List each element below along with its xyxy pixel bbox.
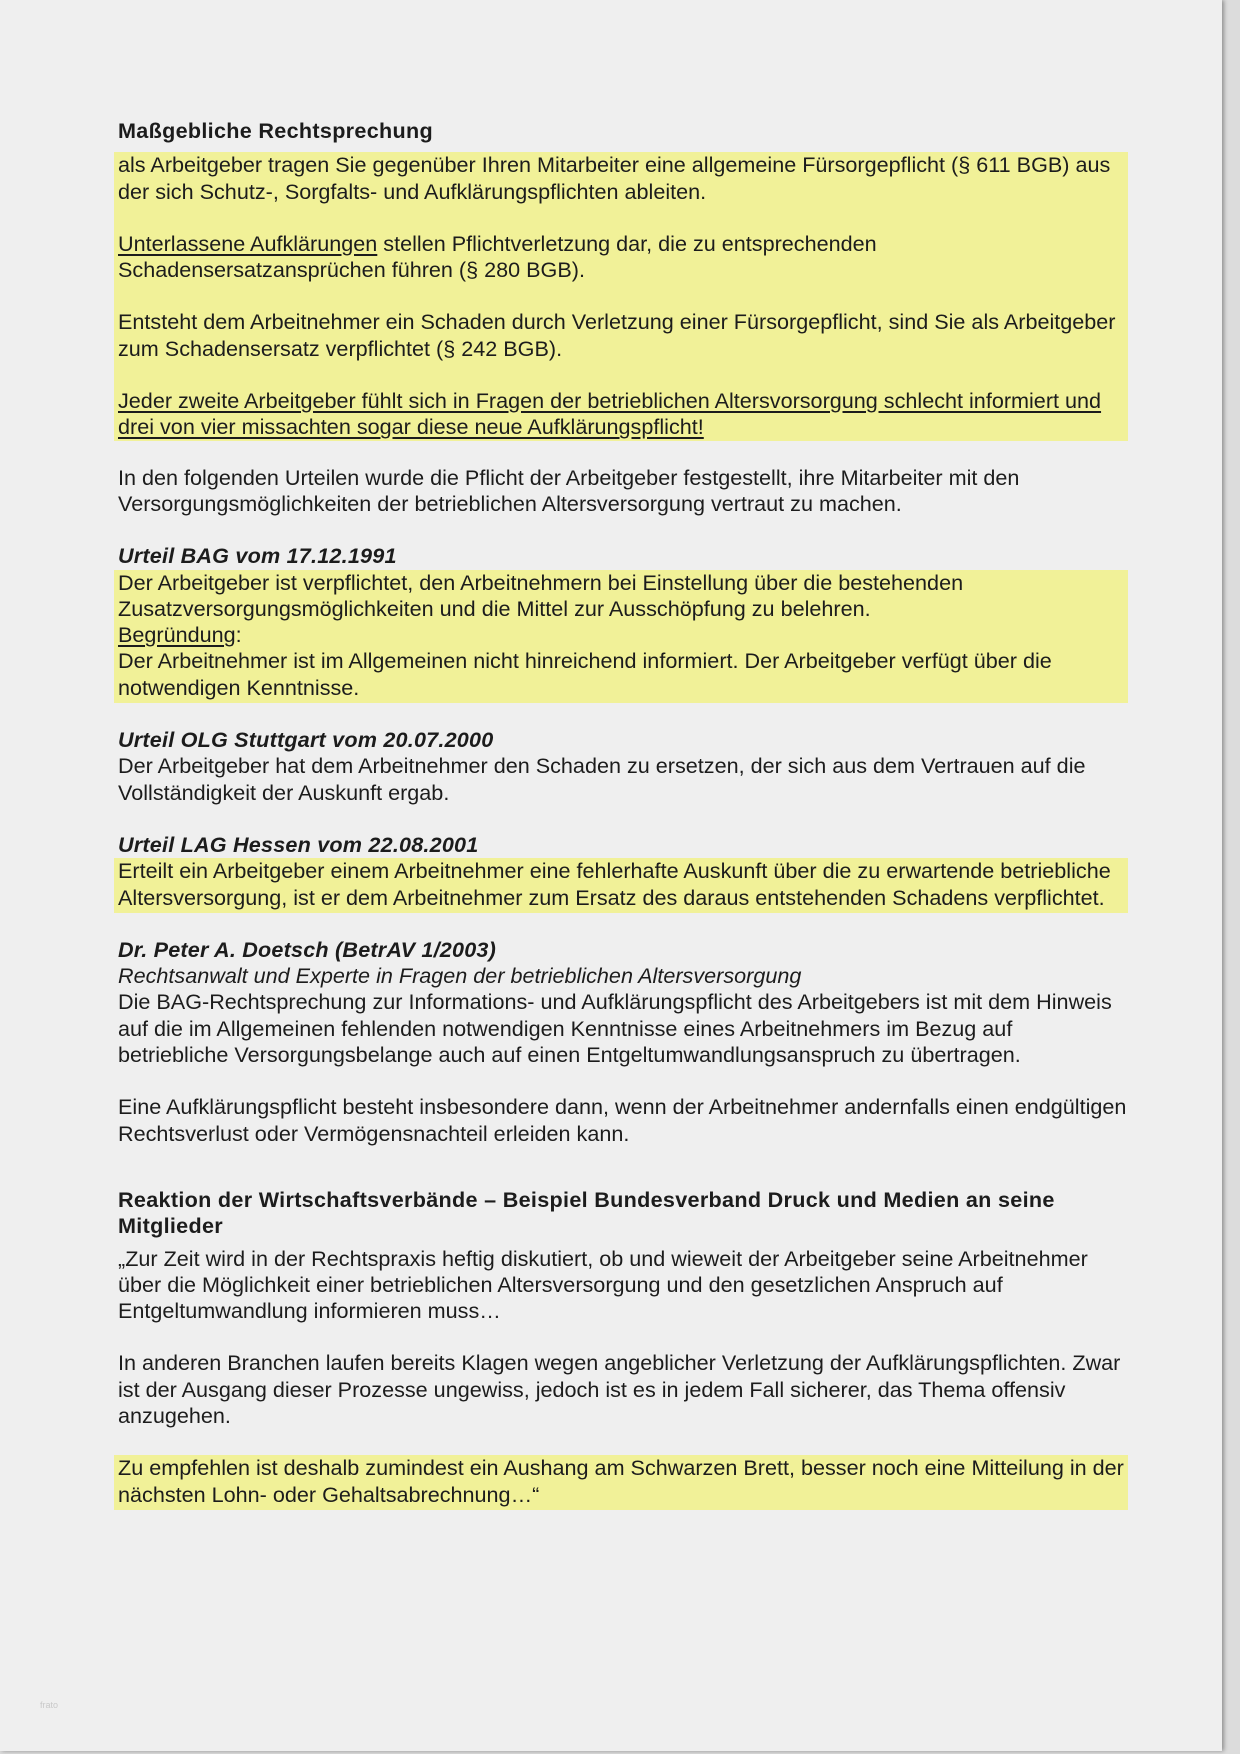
- highlight-block-1: [114, 152, 1128, 440]
- paragraph-unterlassene-aufklaerungen: [118, 231, 1128, 284]
- urteil-text-olg: Der Arbeitgeber hat dem Arbeitnehmer den Schaden zu ersetzen, der sich aus dem Vertrauen auf die Vollständigkeit der Auskunft ergab.: [118, 753, 1086, 805]
- section-heading-reaktion: Reaktion der Wirtschaftsverbände – Beispiel Bundesverband Druck und Medien an seine Mitglieder: [118, 1186, 1055, 1239]
- begruendung-colon: :: [235, 622, 242, 648]
- paragraph-text: stellen Pflichtverletzung dar, die zu entsprechenden Schadensersatzansprüchen führen (§ 280 BGB).: [118, 230, 877, 283]
- footer-watermark: frato: [40, 1700, 59, 1710]
- highlight-block-3: [114, 858, 1128, 913]
- reaktion-paragraph-3: Zu empfehlen ist deshalb zumindest ein Aushang am Schwarzen Brett, besser noch eine Mitteilung in der nächsten Lohn- oder Gehaltsabrechnung…“: [118, 1455, 1124, 1507]
- paragraph-jeder-zweite: [118, 388, 1128, 441]
- reaktion-paragraph-2: In anderen Branchen laufen bereits Klagen wegen angeblicher Verletzung der Aufklärungspflichten. Zwar ist der Ausgang dieser Prozesse ungewiss, jedoch ist es in jedem Fall sicherer, das Thema offensiv anzugehen.: [118, 1350, 1121, 1428]
- highlight-block-2: [114, 570, 1128, 703]
- reaktion-paragraph-1: „Zur Zeit wird in der Rechtspraxis heftig diskutiert, ob und wieweit der Arbeitgeber seine Arbeitnehmer über die Möglichkeit einer betrieblichen Altersversorgung und den gesetzlichen Anspruch auf Entgeltumwandlung informieren muss…: [118, 1245, 1088, 1324]
- begruendung-text: Der Arbeitnehmer ist im Allgemeinen nicht hinreichend informiert. Der Arbeitgeber verfügt über die notwendigen Kenntnisse.: [118, 648, 1052, 700]
- urteil-text-lag: Erteilt ein Arbeitgeber einem Arbeitnehmer eine fehlerhafte Auskunft über die zu erwartende betriebliche Altersversorgung, ist er dem Arbeitnehmer zum Ersatz des daraus entstehenden Schadens verpflichtet.: [118, 858, 1111, 910]
- urteil-title-lag: Urteil LAG Hessen vom 22.08.2001: [118, 831, 479, 857]
- paragraph-schadensersatz: Entsteht dem Arbeitnehmer ein Schaden durch Verletzung einer Fürsorgepflicht, sind Sie als Arbeitgeber zum Schadensersatz verpflichtet (§ 242 BGB).: [118, 309, 1116, 361]
- section-heading-rechtsprechung: Maßgebliche Rechtsprechung: [118, 118, 433, 143]
- paragraph-urteile-intro: In den folgenden Urteilen wurde die Pflicht der Arbeitgeber festgestellt, ihre Mitarbeiter mit den Versorgungsmöglichkeiten der betrieblichen Altersversorgung vertraut zu machen.: [118, 464, 1020, 516]
- urteil-title-olg: Urteil OLG Stuttgart vom 20.07.2000: [118, 727, 494, 753]
- highlight-block-4: [114, 1455, 1128, 1510]
- doetsch-paragraph-2: Eine Aufklärungspflicht besteht insbesondere dann, wenn der Arbeitnehmer andernfalls einen endgültigen Rechtsverlust oder Vermögensnachteil erleiden kann.: [118, 1094, 1127, 1146]
- document-content: [118, 118, 1128, 1510]
- doetsch-title: Dr. Peter A. Doetsch (BetrAV 1/2003): [118, 936, 497, 962]
- urteil-text-bag: Der Arbeitgeber ist verpflichtet, den Arbeitnehmern bei Einstellung über die bestehenden Zusatzversorgungsmöglichkeiten und die Mittel zur Ausschöpfung zu belehren.: [118, 569, 964, 621]
- urteil-title-bag: Urteil BAG vom 17.12.1991: [118, 543, 397, 569]
- underlined-statement: Jeder zweite Arbeitgeber fühlt sich in Fragen der betrieblichen Altersvorsorgung schlecht informiert und drei von vier missachten sogar diese neue Aufklärungspflicht!: [118, 388, 1102, 440]
- doetsch-paragraph-1: Die BAG-Rechtsprechung zur Informations- und Aufklärungspflicht des Arbeitgebers ist mit dem Hinweis auf die im Allgemeinen fehlenden notwendigen Kenntnisse eines Arbeitnehmers im Bezug auf betriebliche Versorgungsbelange auch auf einen Entgeltumwandlungsanspruch zu übertragen.: [118, 989, 1112, 1068]
- underlined-term: Unterlassene Aufklärungen: [118, 230, 378, 256]
- begruendung-label: Begründung: [118, 622, 236, 648]
- doetsch-subtitle: Rechtsanwalt und Experte in Fragen der betrieblichen Altersversorgung: [118, 963, 802, 989]
- paragraph-fuersorgepflicht: als Arbeitgeber tragen Sie gegenüber Ihren Mitarbeiter eine allgemeine Fürsorgepflicht (§ 611 BGB) aus der sich Schutz-, Sorgfalts- und Aufklärungspflichten ableiten.: [118, 152, 1111, 204]
- begruendung-label-line: [118, 622, 1128, 648]
